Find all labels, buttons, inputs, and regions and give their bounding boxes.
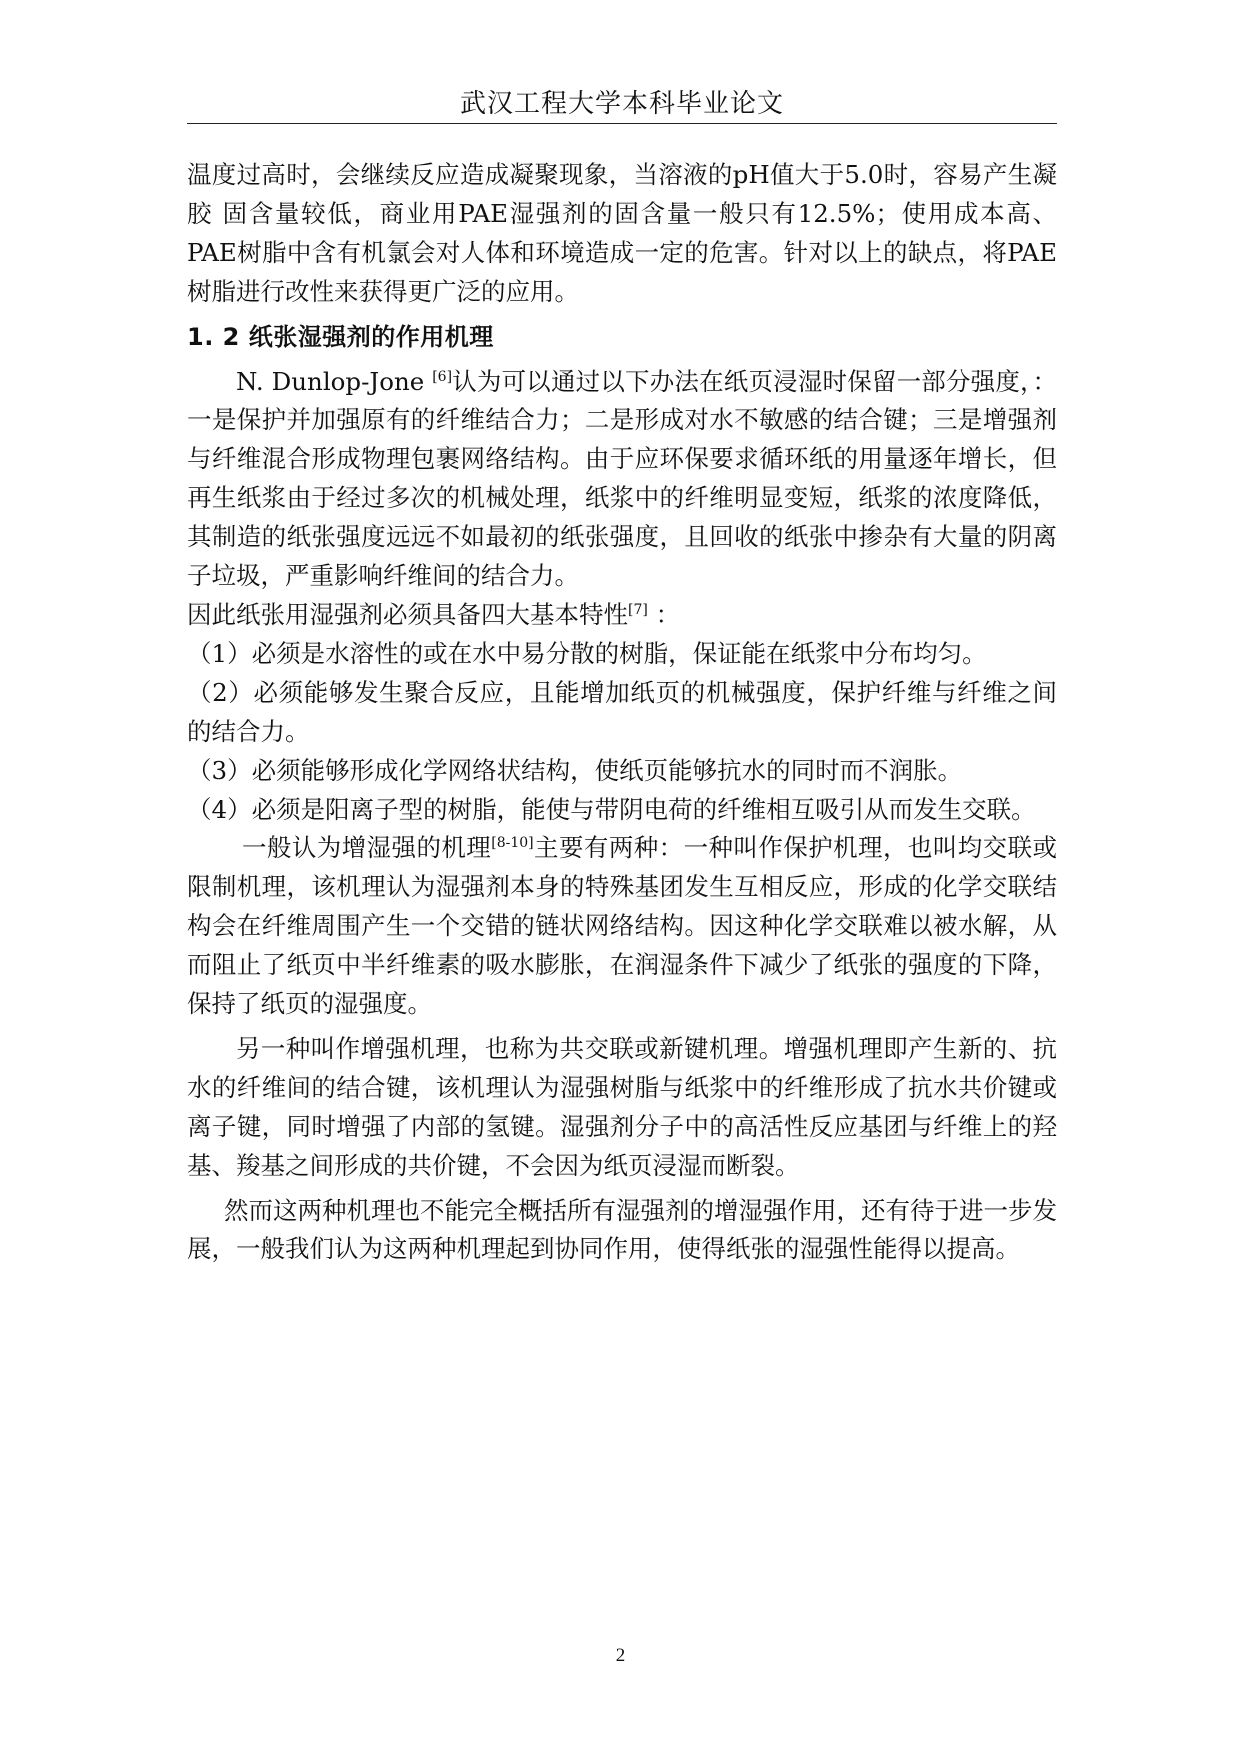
list-item-2: （2）必须能够发生聚合反应，且能增加纸页的机械强度，保护纤维与纤维之间的结合力。 xyxy=(187,677,1057,746)
page-number: 2 xyxy=(615,1645,626,1666)
paragraph-4 xyxy=(187,829,1057,1024)
running-header: 武汉工程大学本科毕业论文 xyxy=(459,89,784,119)
paragraph-2-text-a: N. Dunlop-Jone xyxy=(236,366,433,396)
citation-6: [6] xyxy=(432,368,453,385)
paragraph-1: 温度过高时，会继续反应造成凝聚现象，当溶液的pH值大于5.0时，容易产生凝胶 固含量较低，商业用PAE湿强剂的固含量一般只有12.5%；使用成本高、PAE树脂中含有机氯会对人体和环境造成一定的危害。针对以上的缺点，将PAE 树脂进行改性来获得更广泛的应用。 xyxy=(187,160,1057,306)
list-item-4: （4）必须是阳离子型的树脂，能使与带阴电荷的纤维相互吸引从而发生交联。 xyxy=(187,794,1036,824)
paragraph-3-text-b: ： xyxy=(647,599,681,629)
list-item-3: （3）必须能够形成化学网络状结构，使纸页能够抗水的同时而不润胀。 xyxy=(187,755,963,785)
paragraph-4-text-b: 主要有两种：一种叫作保护机理，也叫均交联或限制机理，该机理认为湿强剂本身的特殊基团发生互相反应，形成的化学交联结构会在纤维周围产生一个交错的链状网络结构。因这种化学交联难以被水解，从而阻止了纸页中半纤维素的吸水膨胀，在润湿条件下减少了纸张的强度的下降，保持了纸页的湿强度。 xyxy=(187,833,1058,1019)
paragraph-3 xyxy=(187,596,1057,635)
citation-7: [7] xyxy=(628,601,648,618)
section-heading: 1. 2 纸张湿强剂的作用机理 xyxy=(187,322,494,351)
list-item-1: （1）必须是水溶性的或在水中易分散的树脂，保证能在纸浆中分布均匀。 xyxy=(187,638,987,668)
paragraph-3-text-a: 因此纸张用湿强剂必须具备四大基本特性 xyxy=(187,599,628,629)
citation-8-10: [8-10] xyxy=(491,835,534,852)
paragraph-6: 然而这两种机理也不能完全概括所有湿强剂的增湿强作用，还有待于进一步发展，一般我们认为这两种机理起到协同作用，使得纸张的湿强性能得以提高。 xyxy=(187,1195,1057,1264)
paragraph-2-text-b: 认为可以通过以下办法在纸页浸湿时保留一部分强度，：一是保护并加强原有的纤维结合力；二是形成对水不敏感的结合键；三是增强剂与纤维混合形成物理包裹网络结构。由于应环保要求循环纸的用量逐年增长，但再生纸浆由于经过多次的机械处理，纸浆中的纤维明显变短，纸浆的浓度降低，其制造的纸张强度远远不如最初的纸张强度，且回收的纸张中掺杂有大量的阴离子垃圾，严重影响纤维间的结合力。 xyxy=(187,366,1057,591)
header-rule xyxy=(187,123,1057,124)
paragraph-5: 另一种叫作增强机理，也称为共交联或新键机理。增强机理即产生新的、抗水的纤维间的结合键，该机理认为湿强树脂与纸浆中的纤维形成了抗水共价键或离子键，同时增强了内部的氢键。湿强剂分子中的高活性反应基团与纤维上的羟基、羧基之间形成的共价键，不会因为纸页浸湿而断裂。 xyxy=(187,1033,1057,1180)
paragraph-2 xyxy=(187,363,1057,596)
body-text xyxy=(187,156,1057,1269)
paragraph-4-text-a: 一般认为增湿强的机理 xyxy=(242,833,492,863)
